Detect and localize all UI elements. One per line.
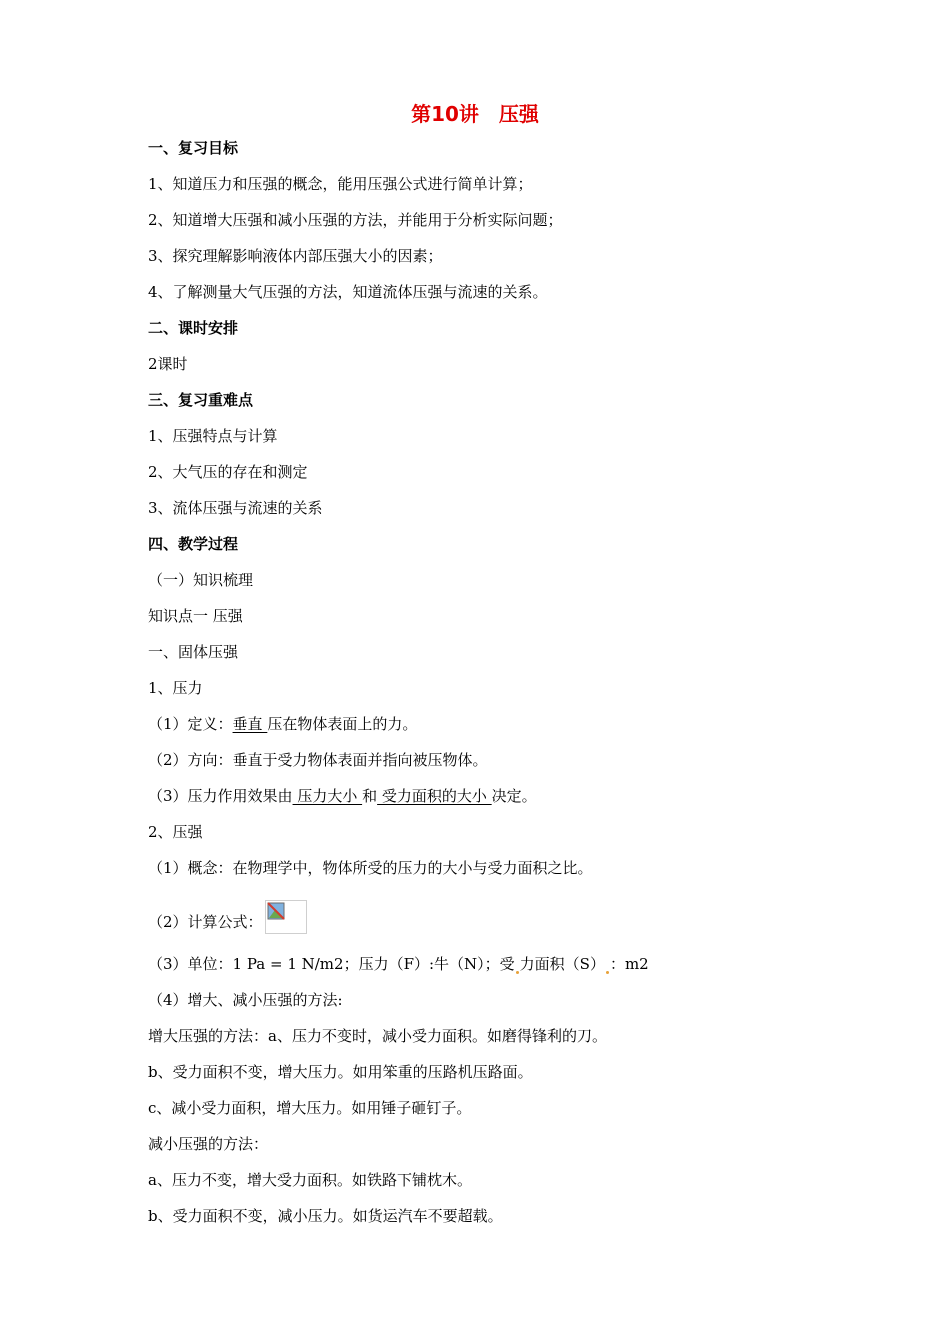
- pressure-formula: [148, 906, 307, 940]
- annotation-mark-icon: [606, 971, 609, 974]
- list-item: c、减小受力面积，增大压力。如用锤子砸钉子。: [148, 1099, 472, 1117]
- list-item: 1、知道压力和压强的概念，能用压强公式进行简单计算；: [148, 175, 533, 193]
- formula-label: （2）计算公式：: [148, 913, 263, 931]
- list-item: 3、流体压强与流速的关系: [148, 499, 323, 517]
- force-direction: （2）方向：垂直于受力物体表面并指向被压物体。: [148, 751, 488, 769]
- topic-heading: 1、压力: [148, 679, 203, 697]
- effect-label: （3）压力作用效果由: [148, 787, 293, 805]
- knowledge-point-heading: 知识点一 压强: [148, 607, 243, 625]
- schedule-text: 2课时: [148, 355, 188, 373]
- force-definition: [148, 714, 417, 734]
- fill-blank-answer: 垂直: [232, 715, 268, 733]
- list-item: 增大压强的方法：a、压力不变时，减小受力面积。如磨得锋利的刀。: [148, 1027, 607, 1045]
- definition-label: （1）定义：: [148, 715, 233, 733]
- effect-text: 决定。: [491, 787, 537, 805]
- fill-blank-answer: 受力面积的大小: [377, 787, 492, 805]
- pressure-concept: （1）概念：在物理学中，物体所受的压力的大小与受力面积之比。: [148, 859, 593, 877]
- page-title: 第10讲 压强: [411, 102, 539, 126]
- subsection-heading: （一）知识梳理: [148, 571, 254, 589]
- list-item: a、压力不变，增大受力面积。如铁路下铺枕木。: [148, 1171, 472, 1189]
- section-heading-teaching-process: 四、教学过程: [148, 535, 239, 553]
- effect-connector: 和: [362, 787, 378, 805]
- unit-text: ：m2: [609, 955, 649, 973]
- unit-text: （3）单位：1 Pa = 1 N/m2；压力（F）:牛（N）；受: [148, 955, 515, 973]
- section-heading-key-points: 三、复习重难点: [148, 391, 254, 409]
- list-item: b、受力面积不变，增大压力。如用笨重的压路机压路面。: [148, 1063, 533, 1081]
- topic-heading: 一、固体压强: [148, 643, 239, 661]
- list-item: 2、知道增大压强和减小压强的方法，并能用于分析实际问题；: [148, 211, 563, 229]
- methods-heading: （4）增大、减小压强的方法:: [148, 991, 343, 1009]
- list-item: 4、了解测量大气压强的方法，知道流体压强与流速的关系。: [148, 283, 548, 301]
- definition-text: 压在物体表面上的力。: [267, 715, 418, 733]
- force-effect: [148, 786, 537, 806]
- section-heading-schedule: 二、课时安排: [148, 319, 239, 337]
- list-item: 1、压强特点与计算: [148, 427, 278, 445]
- list-item: 2、大气压的存在和测定: [148, 463, 308, 481]
- broken-image-icon: [265, 900, 307, 934]
- list-item: b、受力面积不变，减小压力。如货运汽车不要超载。: [148, 1207, 503, 1225]
- section-heading-review-goals: 一、复习目标: [148, 139, 239, 157]
- list-item: 3、探究理解影响液体内部压强大小的因素；: [148, 247, 443, 265]
- methods-subheading: 减小压强的方法：: [148, 1135, 269, 1153]
- topic-heading: 2、压强: [148, 823, 203, 841]
- fill-blank-answer: 压力大小: [292, 787, 363, 805]
- pressure-unit: [148, 954, 649, 974]
- unit-text: 力面积（S）: [519, 955, 605, 973]
- annotation-mark-icon: [516, 971, 519, 974]
